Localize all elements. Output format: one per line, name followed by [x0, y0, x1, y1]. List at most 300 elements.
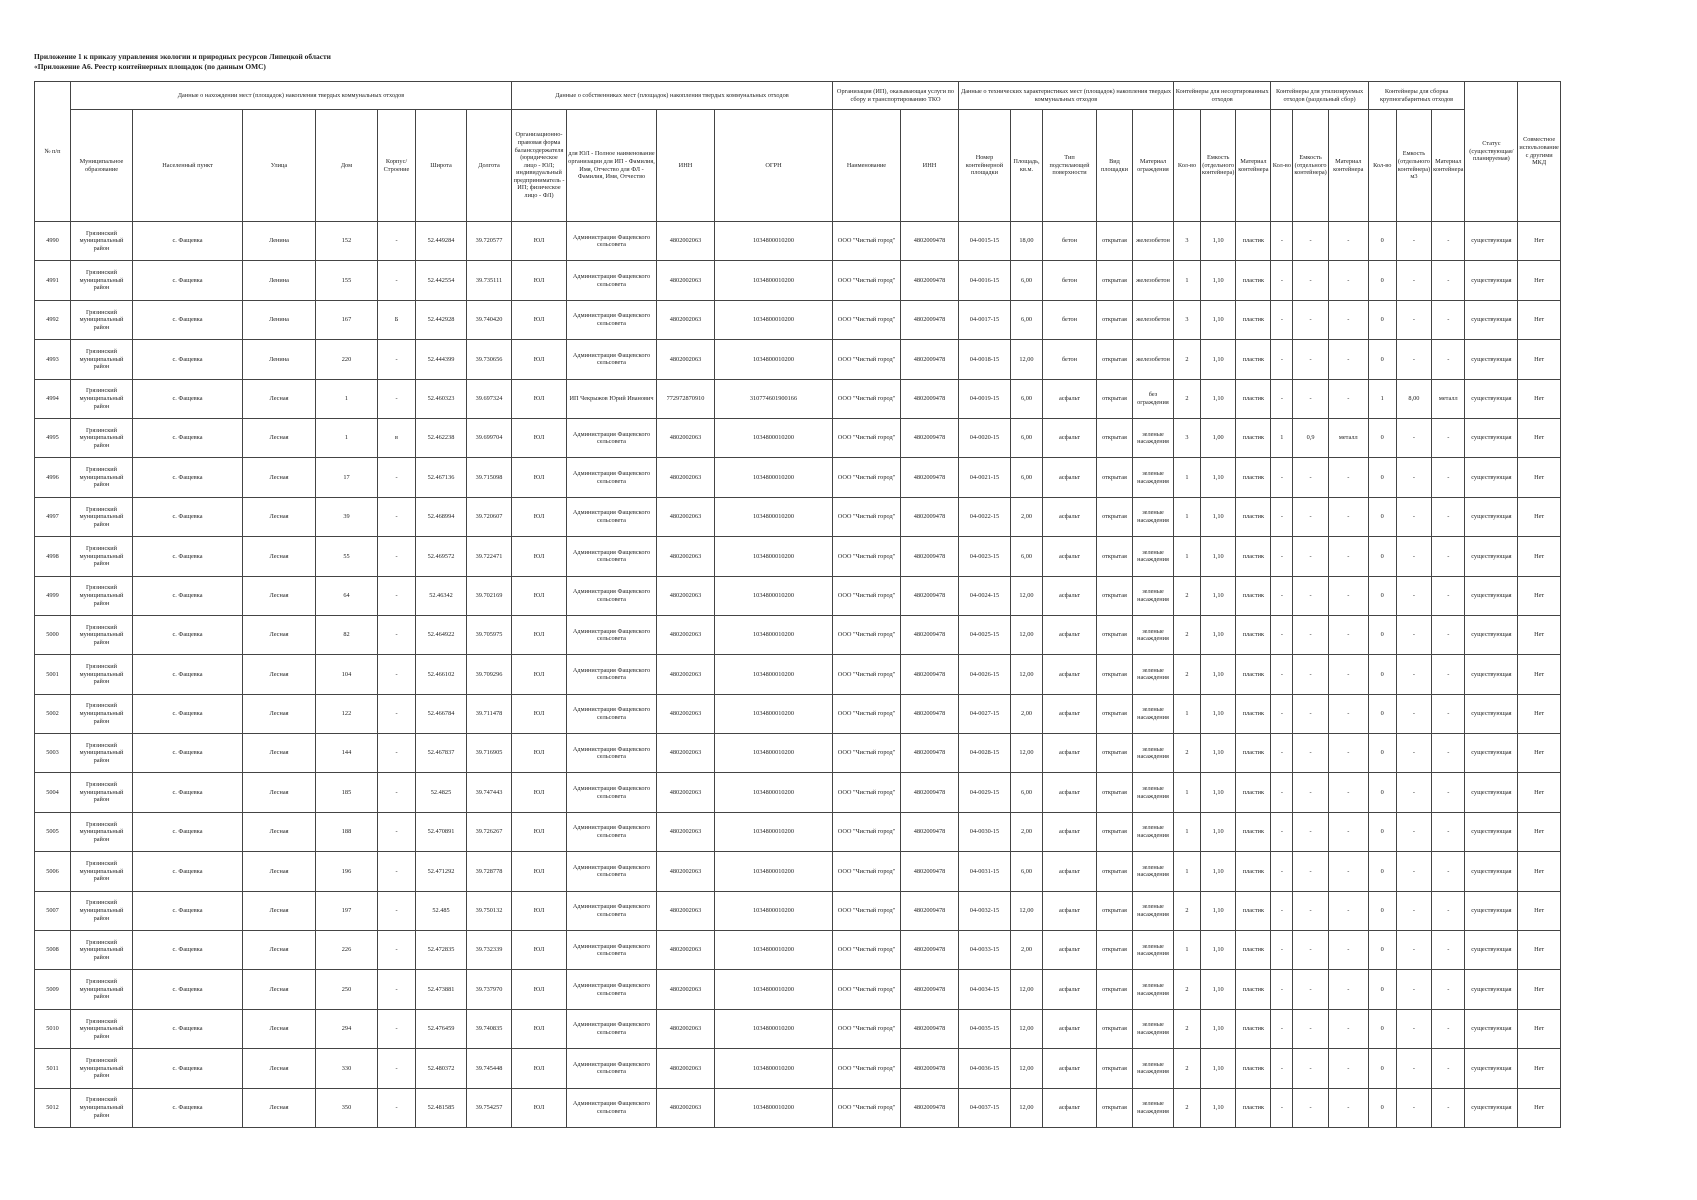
shared-use-cell: Нет	[1518, 261, 1560, 300]
operator-name-cell: ООО "Чистый город"	[833, 261, 901, 300]
shared-use-cell: Нет	[1518, 970, 1560, 1009]
area-cell: 6,00	[1011, 418, 1043, 457]
qty-3-cell: 1	[1368, 379, 1396, 418]
row-number: 4993	[35, 340, 71, 379]
inn-cell: 4802002063	[657, 694, 715, 733]
material-1-cell: пластик	[1236, 418, 1271, 457]
table-row	[35, 1009, 1561, 1048]
qty-2-cell: -	[1271, 300, 1293, 339]
shared-use-cell: Нет	[1518, 418, 1560, 457]
municipality-cell: Грязинский муниципальный район	[71, 1088, 133, 1127]
qty-3-cell: 0	[1368, 1009, 1396, 1048]
qty-3-cell: 0	[1368, 615, 1396, 654]
ogrn-cell: 1034800010200	[715, 1049, 833, 1088]
house-cell: 104	[316, 655, 378, 694]
latitude-cell: 52.442554	[416, 261, 467, 300]
street-cell: Лесная	[243, 497, 316, 536]
owner-name-cell: Администрация Фащевского сельсовета	[567, 694, 657, 733]
status-cell: существующая	[1465, 655, 1518, 694]
material-2-cell: -	[1328, 852, 1368, 891]
capacity-3-cell: -	[1396, 615, 1431, 654]
longitude-cell: 39.726267	[467, 812, 512, 851]
site-number-cell: 04-0027-15	[959, 694, 1011, 733]
house-cell: 226	[316, 931, 378, 970]
capacity-2-cell: -	[1293, 1088, 1328, 1127]
house-cell: 55	[316, 537, 378, 576]
capacity-3-cell: -	[1396, 300, 1431, 339]
area-cell: 2,00	[1011, 497, 1043, 536]
table-row	[35, 379, 1561, 418]
site-number-cell: 04-0022-15	[959, 497, 1011, 536]
legal-form-cell: ЮЛ	[512, 970, 567, 1009]
latitude-cell: 52.485	[416, 891, 467, 930]
area-cell: 12,00	[1011, 1009, 1043, 1048]
ogrn-cell: 1034800010200	[715, 970, 833, 1009]
longitude-cell: 39.735111	[467, 261, 512, 300]
legal-form-cell: ЮЛ	[512, 1009, 567, 1048]
owner-name-cell: Администрация Фащевского сельсовета	[567, 655, 657, 694]
area-cell: 12,00	[1011, 1088, 1043, 1127]
site-number-cell: 04-0020-15	[959, 418, 1011, 457]
surface-cell: асфальт	[1043, 497, 1097, 536]
fence-cell: зеленые насаждения	[1133, 418, 1174, 457]
operator-name-cell: ООО "Чистый город"	[833, 812, 901, 851]
operator-inn-cell: 4802009478	[901, 576, 959, 615]
header-row-columns	[35, 110, 1561, 222]
operator-inn-cell: 4802009478	[901, 891, 959, 930]
house-cell: 350	[316, 1088, 378, 1127]
longitude-cell: 39.699704	[467, 418, 512, 457]
qty-2-cell: -	[1271, 812, 1293, 851]
capacity-1-cell: 1,10	[1201, 734, 1236, 773]
qty-2-cell: -	[1271, 576, 1293, 615]
latitude-cell: 52.460323	[416, 379, 467, 418]
qty-3-cell: 0	[1368, 497, 1396, 536]
legal-form-cell: ЮЛ	[512, 340, 567, 379]
material-1-cell: пластик	[1236, 1009, 1271, 1048]
surface-cell: асфальт	[1043, 773, 1097, 812]
shared-use-cell: Нет	[1518, 340, 1560, 379]
row-number: 5010	[35, 1009, 71, 1048]
col-legal-form: Организационно-правовая форма балансодержателя (юридическое лицо - ЮЛ; индивидуальный предприниматель - ИП; физическое лицо - ФЛ)	[512, 110, 567, 222]
fence-cell: зеленые насаждения	[1133, 1088, 1174, 1127]
status-cell: существующая	[1465, 537, 1518, 576]
street-cell: Ленина	[243, 300, 316, 339]
street-cell: Лесная	[243, 1049, 316, 1088]
ogrn-cell: 1034800010200	[715, 734, 833, 773]
status-cell: существующая	[1465, 891, 1518, 930]
municipality-cell: Грязинский муниципальный район	[71, 1049, 133, 1088]
building-cell: -	[378, 615, 416, 654]
qty-3-cell: 0	[1368, 576, 1396, 615]
municipality-cell: Грязинский муниципальный район	[71, 812, 133, 851]
operator-name-cell: ООО "Чистый город"	[833, 931, 901, 970]
surface-cell: асфальт	[1043, 970, 1097, 1009]
row-number: 5001	[35, 655, 71, 694]
owner-name-cell: Администрация Фащевского сельсовета	[567, 537, 657, 576]
surface-cell: асфальт	[1043, 734, 1097, 773]
fence-cell: железобетон	[1133, 222, 1174, 261]
capacity-1-cell: 1,10	[1201, 1088, 1236, 1127]
table-row	[35, 497, 1561, 536]
operator-inn-cell: 4802009478	[901, 694, 959, 733]
site-number-cell: 04-0028-15	[959, 734, 1011, 773]
qty-1-cell: 2	[1174, 1088, 1201, 1127]
status-cell: существующая	[1465, 418, 1518, 457]
page-title-line-2: «Приложение А6. Реестр контейнерных площадок (по данным ОМС)	[34, 62, 266, 71]
capacity-1-cell: 1,10	[1201, 615, 1236, 654]
inn-cell: 4802002063	[657, 931, 715, 970]
qty-2-cell: -	[1271, 497, 1293, 536]
ogrn-cell: 1034800010200	[715, 931, 833, 970]
settlement-cell: с. Фащевка	[133, 970, 243, 1009]
row-number: 4997	[35, 497, 71, 536]
row-number: 4998	[35, 537, 71, 576]
house-cell: 220	[316, 340, 378, 379]
building-cell: -	[378, 1009, 416, 1048]
latitude-cell: 52.467136	[416, 458, 467, 497]
legal-form-cell: ЮЛ	[512, 497, 567, 536]
material-2-cell: -	[1328, 261, 1368, 300]
area-cell: 6,00	[1011, 773, 1043, 812]
street-cell: Ленина	[243, 222, 316, 261]
material-1-cell: пластик	[1236, 340, 1271, 379]
operator-inn-cell: 4802009478	[901, 418, 959, 457]
material-3-cell: -	[1432, 1049, 1465, 1088]
latitude-cell: 52.476459	[416, 1009, 467, 1048]
ogrn-cell: 1034800010200	[715, 615, 833, 654]
col-lon: Долгота	[467, 110, 512, 222]
table-row	[35, 970, 1561, 1009]
owner-name-cell: Администрация Фащевского сельсовета	[567, 497, 657, 536]
house-cell: 294	[316, 1009, 378, 1048]
settlement-cell: с. Фащевка	[133, 891, 243, 930]
owner-name-cell: Администрация Фащевского сельсовета	[567, 1049, 657, 1088]
capacity-1-cell: 1,10	[1201, 891, 1236, 930]
qty-3-cell: 0	[1368, 537, 1396, 576]
house-cell: 330	[316, 1049, 378, 1088]
building-cell: -	[378, 340, 416, 379]
operator-inn-cell: 4802009478	[901, 615, 959, 654]
row-number: 5005	[35, 812, 71, 851]
row-number: 5006	[35, 852, 71, 891]
row-number: 5004	[35, 773, 71, 812]
street-cell: Лесная	[243, 812, 316, 851]
material-1-cell: пластик	[1236, 576, 1271, 615]
capacity-1-cell: 1,10	[1201, 694, 1236, 733]
latitude-cell: 52.466784	[416, 694, 467, 733]
site-type-cell: открытая	[1097, 1049, 1133, 1088]
qty-1-cell: 1	[1174, 773, 1201, 812]
street-cell: Лесная	[243, 891, 316, 930]
qty-1-cell: 1	[1174, 497, 1201, 536]
owner-name-cell: Администрация Фащевского сельсовета	[567, 340, 657, 379]
legal-form-cell: ЮЛ	[512, 615, 567, 654]
site-type-cell: открытая	[1097, 734, 1133, 773]
municipality-cell: Грязинский муниципальный район	[71, 418, 133, 457]
site-type-cell: открытая	[1097, 497, 1133, 536]
site-number-cell: 04-0018-15	[959, 340, 1011, 379]
material-3-cell: -	[1432, 615, 1465, 654]
capacity-1-cell: 1,10	[1201, 300, 1236, 339]
site-number-cell: 04-0032-15	[959, 891, 1011, 930]
qty-2-cell: -	[1271, 1049, 1293, 1088]
row-number: 5002	[35, 694, 71, 733]
fence-cell: зеленые насаждения	[1133, 773, 1174, 812]
qty-3-cell: 0	[1368, 222, 1396, 261]
col-capacity-1: Емкость (отдельного контейнера)	[1201, 110, 1236, 222]
house-cell: 167	[316, 300, 378, 339]
owner-name-cell: Администрация Фащевского сельсовета	[567, 418, 657, 457]
table-row	[35, 773, 1561, 812]
capacity-2-cell: -	[1293, 537, 1328, 576]
site-type-cell: открытая	[1097, 340, 1133, 379]
operator-inn-cell: 4802009478	[901, 458, 959, 497]
shared-use-cell: Нет	[1518, 773, 1560, 812]
legal-form-cell: ЮЛ	[512, 537, 567, 576]
material-1-cell: пластик	[1236, 1049, 1271, 1088]
material-1-cell: пластик	[1236, 812, 1271, 851]
operator-name-cell: ООО "Чистый город"	[833, 1009, 901, 1048]
street-cell: Лесная	[243, 931, 316, 970]
inn-cell: 4802002063	[657, 261, 715, 300]
col-shared: Совместное использование с другими МКД	[1518, 82, 1560, 222]
qty-1-cell: 2	[1174, 1049, 1201, 1088]
operator-name-cell: ООО "Чистый город"	[833, 734, 901, 773]
area-cell: 6,00	[1011, 852, 1043, 891]
capacity-3-cell: -	[1396, 340, 1431, 379]
operator-inn-cell: 4802009478	[901, 1009, 959, 1048]
site-number-cell: 04-0037-15	[959, 1088, 1011, 1127]
surface-cell: асфальт	[1043, 694, 1097, 733]
col-qty-1: Кол-во	[1174, 110, 1201, 222]
house-cell: 197	[316, 891, 378, 930]
qty-2-cell: -	[1271, 970, 1293, 1009]
area-cell: 12,00	[1011, 1049, 1043, 1088]
shared-use-cell: Нет	[1518, 300, 1560, 339]
site-type-cell: открытая	[1097, 300, 1133, 339]
capacity-2-cell: 0,9	[1293, 418, 1328, 457]
settlement-cell: с. Фащевка	[133, 773, 243, 812]
surface-cell: бетон	[1043, 222, 1097, 261]
row-number: 4991	[35, 261, 71, 300]
settlement-cell: с. Фащевка	[133, 852, 243, 891]
inn-cell: 4802002063	[657, 655, 715, 694]
page-title-line-1: Приложение 1 к приказу управления экологии и природных ресурсов Липецкой области	[34, 52, 331, 61]
capacity-1-cell: 1,10	[1201, 655, 1236, 694]
status-cell: существующая	[1465, 615, 1518, 654]
house-cell: 144	[316, 734, 378, 773]
street-cell: Лесная	[243, 1009, 316, 1048]
shared-use-cell: Нет	[1518, 812, 1560, 851]
table-row	[35, 576, 1561, 615]
latitude-cell: 52.472835	[416, 931, 467, 970]
material-3-cell: -	[1432, 694, 1465, 733]
shared-use-cell: Нет	[1518, 1009, 1560, 1048]
fence-cell: зеленые насаждения	[1133, 537, 1174, 576]
operator-name-cell: ООО "Чистый город"	[833, 537, 901, 576]
longitude-cell: 39.740835	[467, 1009, 512, 1048]
material-1-cell: пластик	[1236, 773, 1271, 812]
qty-2-cell: -	[1271, 694, 1293, 733]
settlement-cell: с. Фащевка	[133, 734, 243, 773]
surface-cell: асфальт	[1043, 931, 1097, 970]
settlement-cell: с. Фащевка	[133, 694, 243, 733]
qty-1-cell: 2	[1174, 340, 1201, 379]
longitude-cell: 39.702169	[467, 576, 512, 615]
surface-cell: асфальт	[1043, 458, 1097, 497]
material-3-cell: металл	[1432, 379, 1465, 418]
capacity-3-cell: -	[1396, 773, 1431, 812]
qty-3-cell: 0	[1368, 734, 1396, 773]
operator-name-cell: ООО "Чистый город"	[833, 1049, 901, 1088]
ogrn-cell: 1034800010200	[715, 891, 833, 930]
material-3-cell: -	[1432, 261, 1465, 300]
row-number: 4992	[35, 300, 71, 339]
longitude-cell: 39.745448	[467, 1049, 512, 1088]
row-number: 4999	[35, 576, 71, 615]
settlement-cell: с. Фащевка	[133, 537, 243, 576]
material-1-cell: пластик	[1236, 222, 1271, 261]
col-municipality: Муниципальное образование	[71, 110, 133, 222]
surface-cell: асфальт	[1043, 891, 1097, 930]
material-2-cell: -	[1328, 300, 1368, 339]
area-cell: 12,00	[1011, 891, 1043, 930]
material-1-cell: пластик	[1236, 300, 1271, 339]
inn-cell: 4802002063	[657, 852, 715, 891]
material-3-cell: -	[1432, 773, 1465, 812]
building-cell: -	[378, 537, 416, 576]
legal-form-cell: ЮЛ	[512, 222, 567, 261]
street-cell: Лесная	[243, 615, 316, 654]
status-cell: существующая	[1465, 1009, 1518, 1048]
qty-2-cell: -	[1271, 458, 1293, 497]
settlement-cell: с. Фащевка	[133, 931, 243, 970]
street-cell: Лесная	[243, 773, 316, 812]
street-cell: Лесная	[243, 576, 316, 615]
material-3-cell: -	[1432, 458, 1465, 497]
qty-3-cell: 0	[1368, 694, 1396, 733]
inn-cell: 4802002063	[657, 1009, 715, 1048]
fence-cell: железобетон	[1133, 300, 1174, 339]
capacity-1-cell: 1,10	[1201, 812, 1236, 851]
capacity-2-cell: -	[1293, 615, 1328, 654]
material-2-cell: -	[1328, 891, 1368, 930]
col-capacity-2: Емкость (отдельного контейнера)	[1293, 110, 1328, 222]
capacity-1-cell: 1,10	[1201, 222, 1236, 261]
shared-use-cell: Нет	[1518, 1088, 1560, 1127]
operator-name-cell: ООО "Чистый город"	[833, 576, 901, 615]
owner-name-cell: Администрация Фащевского сельсовета	[567, 458, 657, 497]
house-cell: 155	[316, 261, 378, 300]
site-type-cell: открытая	[1097, 773, 1133, 812]
capacity-1-cell: 1,10	[1201, 537, 1236, 576]
ogrn-cell: 1034800010200	[715, 773, 833, 812]
municipality-cell: Грязинский муниципальный район	[71, 537, 133, 576]
col-material-2: Материал контейнера	[1328, 110, 1368, 222]
surface-cell: бетон	[1043, 340, 1097, 379]
legal-form-cell: ЮЛ	[512, 931, 567, 970]
capacity-3-cell: -	[1396, 1088, 1431, 1127]
inn-cell: 4802002063	[657, 891, 715, 930]
shared-use-cell: Нет	[1518, 458, 1560, 497]
site-number-cell: 04-0021-15	[959, 458, 1011, 497]
material-2-cell: -	[1328, 773, 1368, 812]
operator-inn-cell: 4802009478	[901, 497, 959, 536]
row-number: 5003	[35, 734, 71, 773]
material-1-cell: пластик	[1236, 891, 1271, 930]
fence-cell: железобетон	[1133, 340, 1174, 379]
house-cell: 196	[316, 852, 378, 891]
col-owner-name: для ЮЛ - Полное наименование организации для ИП - Фамилия, Имя, Отчество для ФЛ - Фамилия, Имя, Отчество	[567, 110, 657, 222]
surface-cell: асфальт	[1043, 852, 1097, 891]
row-number: 4995	[35, 418, 71, 457]
settlement-cell: с. Фащевка	[133, 1049, 243, 1088]
site-type-cell: открытая	[1097, 537, 1133, 576]
col-num: № п/п	[35, 82, 71, 222]
fence-cell: зеленые насаждения	[1133, 576, 1174, 615]
operator-inn-cell: 4802009478	[901, 1088, 959, 1127]
latitude-cell: 52.4825	[416, 773, 467, 812]
street-cell: Лесная	[243, 852, 316, 891]
surface-cell: асфальт	[1043, 537, 1097, 576]
longitude-cell: 39.750132	[467, 891, 512, 930]
material-3-cell: -	[1432, 1088, 1465, 1127]
fence-cell: зеленые насаждения	[1133, 852, 1174, 891]
material-2-cell: -	[1328, 655, 1368, 694]
ogrn-cell: 1034800010200	[715, 812, 833, 851]
qty-2-cell: -	[1271, 537, 1293, 576]
surface-cell: асфальт	[1043, 379, 1097, 418]
settlement-cell: с. Фащевка	[133, 418, 243, 457]
owner-name-cell: Администрация Фащевского сельсовета	[567, 931, 657, 970]
inn-cell: 4802002063	[657, 222, 715, 261]
qty-3-cell: 0	[1368, 1088, 1396, 1127]
fence-cell: зеленые насаждения	[1133, 694, 1174, 733]
operator-inn-cell: 4802009478	[901, 537, 959, 576]
fence-cell: зеленые насаждения	[1133, 655, 1174, 694]
site-type-cell: открытая	[1097, 222, 1133, 261]
status-cell: существующая	[1465, 340, 1518, 379]
status-cell: существующая	[1465, 1049, 1518, 1088]
settlement-cell: с. Фащевка	[133, 379, 243, 418]
settlement-cell: с. Фащевка	[133, 497, 243, 536]
longitude-cell: 39.705975	[467, 615, 512, 654]
building-cell: -	[378, 812, 416, 851]
site-type-cell: открытая	[1097, 1088, 1133, 1127]
ogrn-cell: 1034800010200	[715, 340, 833, 379]
table-row	[35, 418, 1561, 457]
material-2-cell: -	[1328, 497, 1368, 536]
material-2-cell: -	[1328, 694, 1368, 733]
street-cell: Лесная	[243, 418, 316, 457]
qty-1-cell: 3	[1174, 300, 1201, 339]
settlement-cell: с. Фащевка	[133, 1009, 243, 1048]
qty-1-cell: 1	[1174, 812, 1201, 851]
area-cell: 6,00	[1011, 537, 1043, 576]
site-number-cell: 04-0036-15	[959, 1049, 1011, 1088]
fence-cell: зеленые насаждения	[1133, 497, 1174, 536]
material-1-cell: пластик	[1236, 497, 1271, 536]
building-cell: -	[378, 261, 416, 300]
capacity-2-cell: -	[1293, 694, 1328, 733]
longitude-cell: 39.747443	[467, 773, 512, 812]
ogrn-cell: 1034800010200	[715, 300, 833, 339]
ogrn-cell: 1034800010200	[715, 497, 833, 536]
settlement-cell: с. Фащевка	[133, 222, 243, 261]
area-cell: 6,00	[1011, 458, 1043, 497]
table-row	[35, 812, 1561, 851]
